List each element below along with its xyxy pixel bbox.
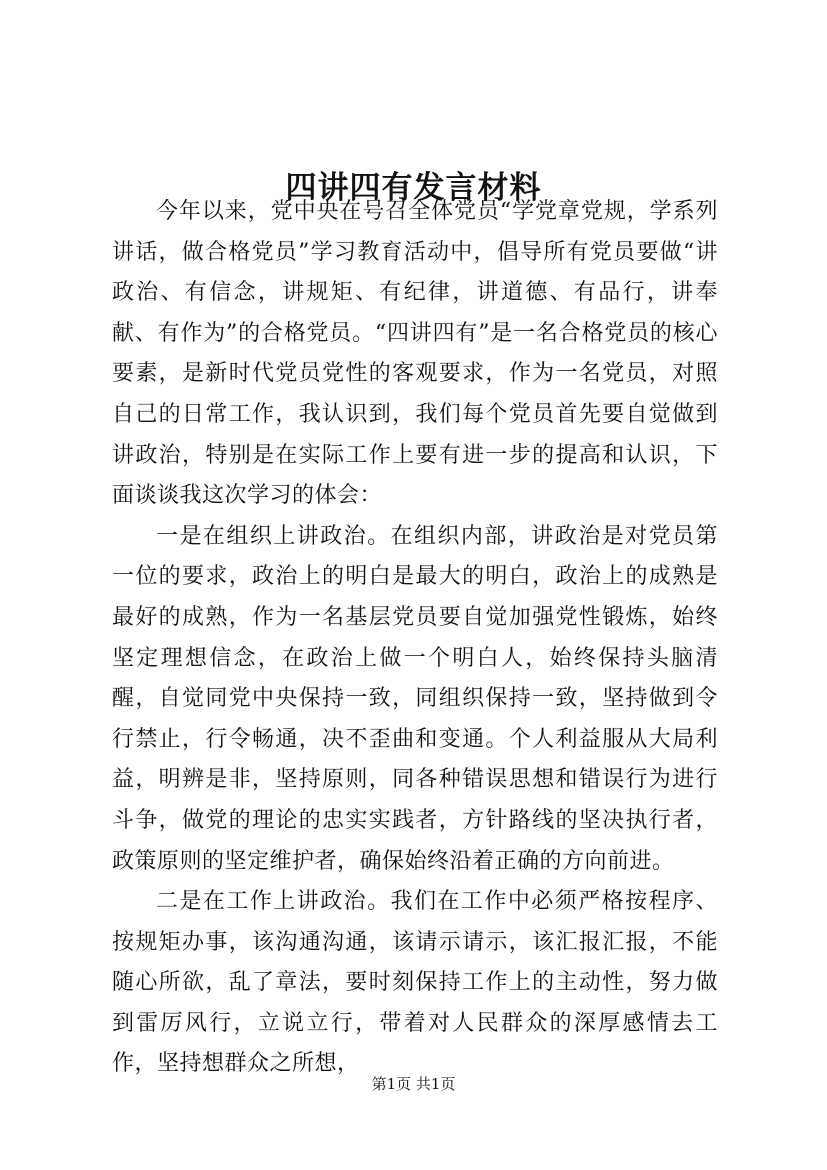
document-body [112,192,718,1085]
paragraph-intro: 今年以来，党中央在号召全体党员“学党章党规，学系列讲话，做合格党员”学习教育活动中，倡导所有党员要做“讲政治、有信念，讲规矩、有纪律，讲道德、有品行，讲奉献、有作为”的合格党员。“四讲四有”是一名合格党员的核心要素，是新时代党员党性的客观要求，作为一名党员，对照自己的日常工作，我认识到，我们每个党员首先要自觉做到讲政治，特别是在实际工作上要有进一步的提高和认识，下面谈谈我这次学习的体会： [112,199,718,509]
paragraph-work: 二是在工作上讲政治。我们在工作中必须严格按程序、按规矩办事，该沟通沟通，该请示请示，该汇报汇报，不能随心所欲，乱了章法，要时刻保持工作上的主动性，努力做到雷厉风行，立说立行，带着对人民群众的深厚感情去工作，坚持想群众之所想， [112,889,718,1077]
document-title: 四讲四有发言材料 [285,169,542,206]
paragraph-organization: 一是在组织上讲政治。在组织内部，讲政治是对党员第一位的要求，政治上的明白是最大的明白，政治上的成熟是最好的成熟，作为一名基层党员要自觉加强党性锻炼，始终坚定理想信念，在政治上做一个明白人，始终保持头脑清醒，自觉同党中央保持一致，同组织保持一致，坚持做到令行禁止，行令畅通，决不歪曲和变通。个人利益服从大局利益，明辨是非，坚持原则，同各种错误思想和错误行为进行斗争，做党的理论的忠实实践者，方针路线的坚决执行者，政策原则的坚定维护者，确保始终沿着正确的方向前进。 [112,523,718,874]
page-footer: 第1页 共1页 [371,1075,456,1093]
